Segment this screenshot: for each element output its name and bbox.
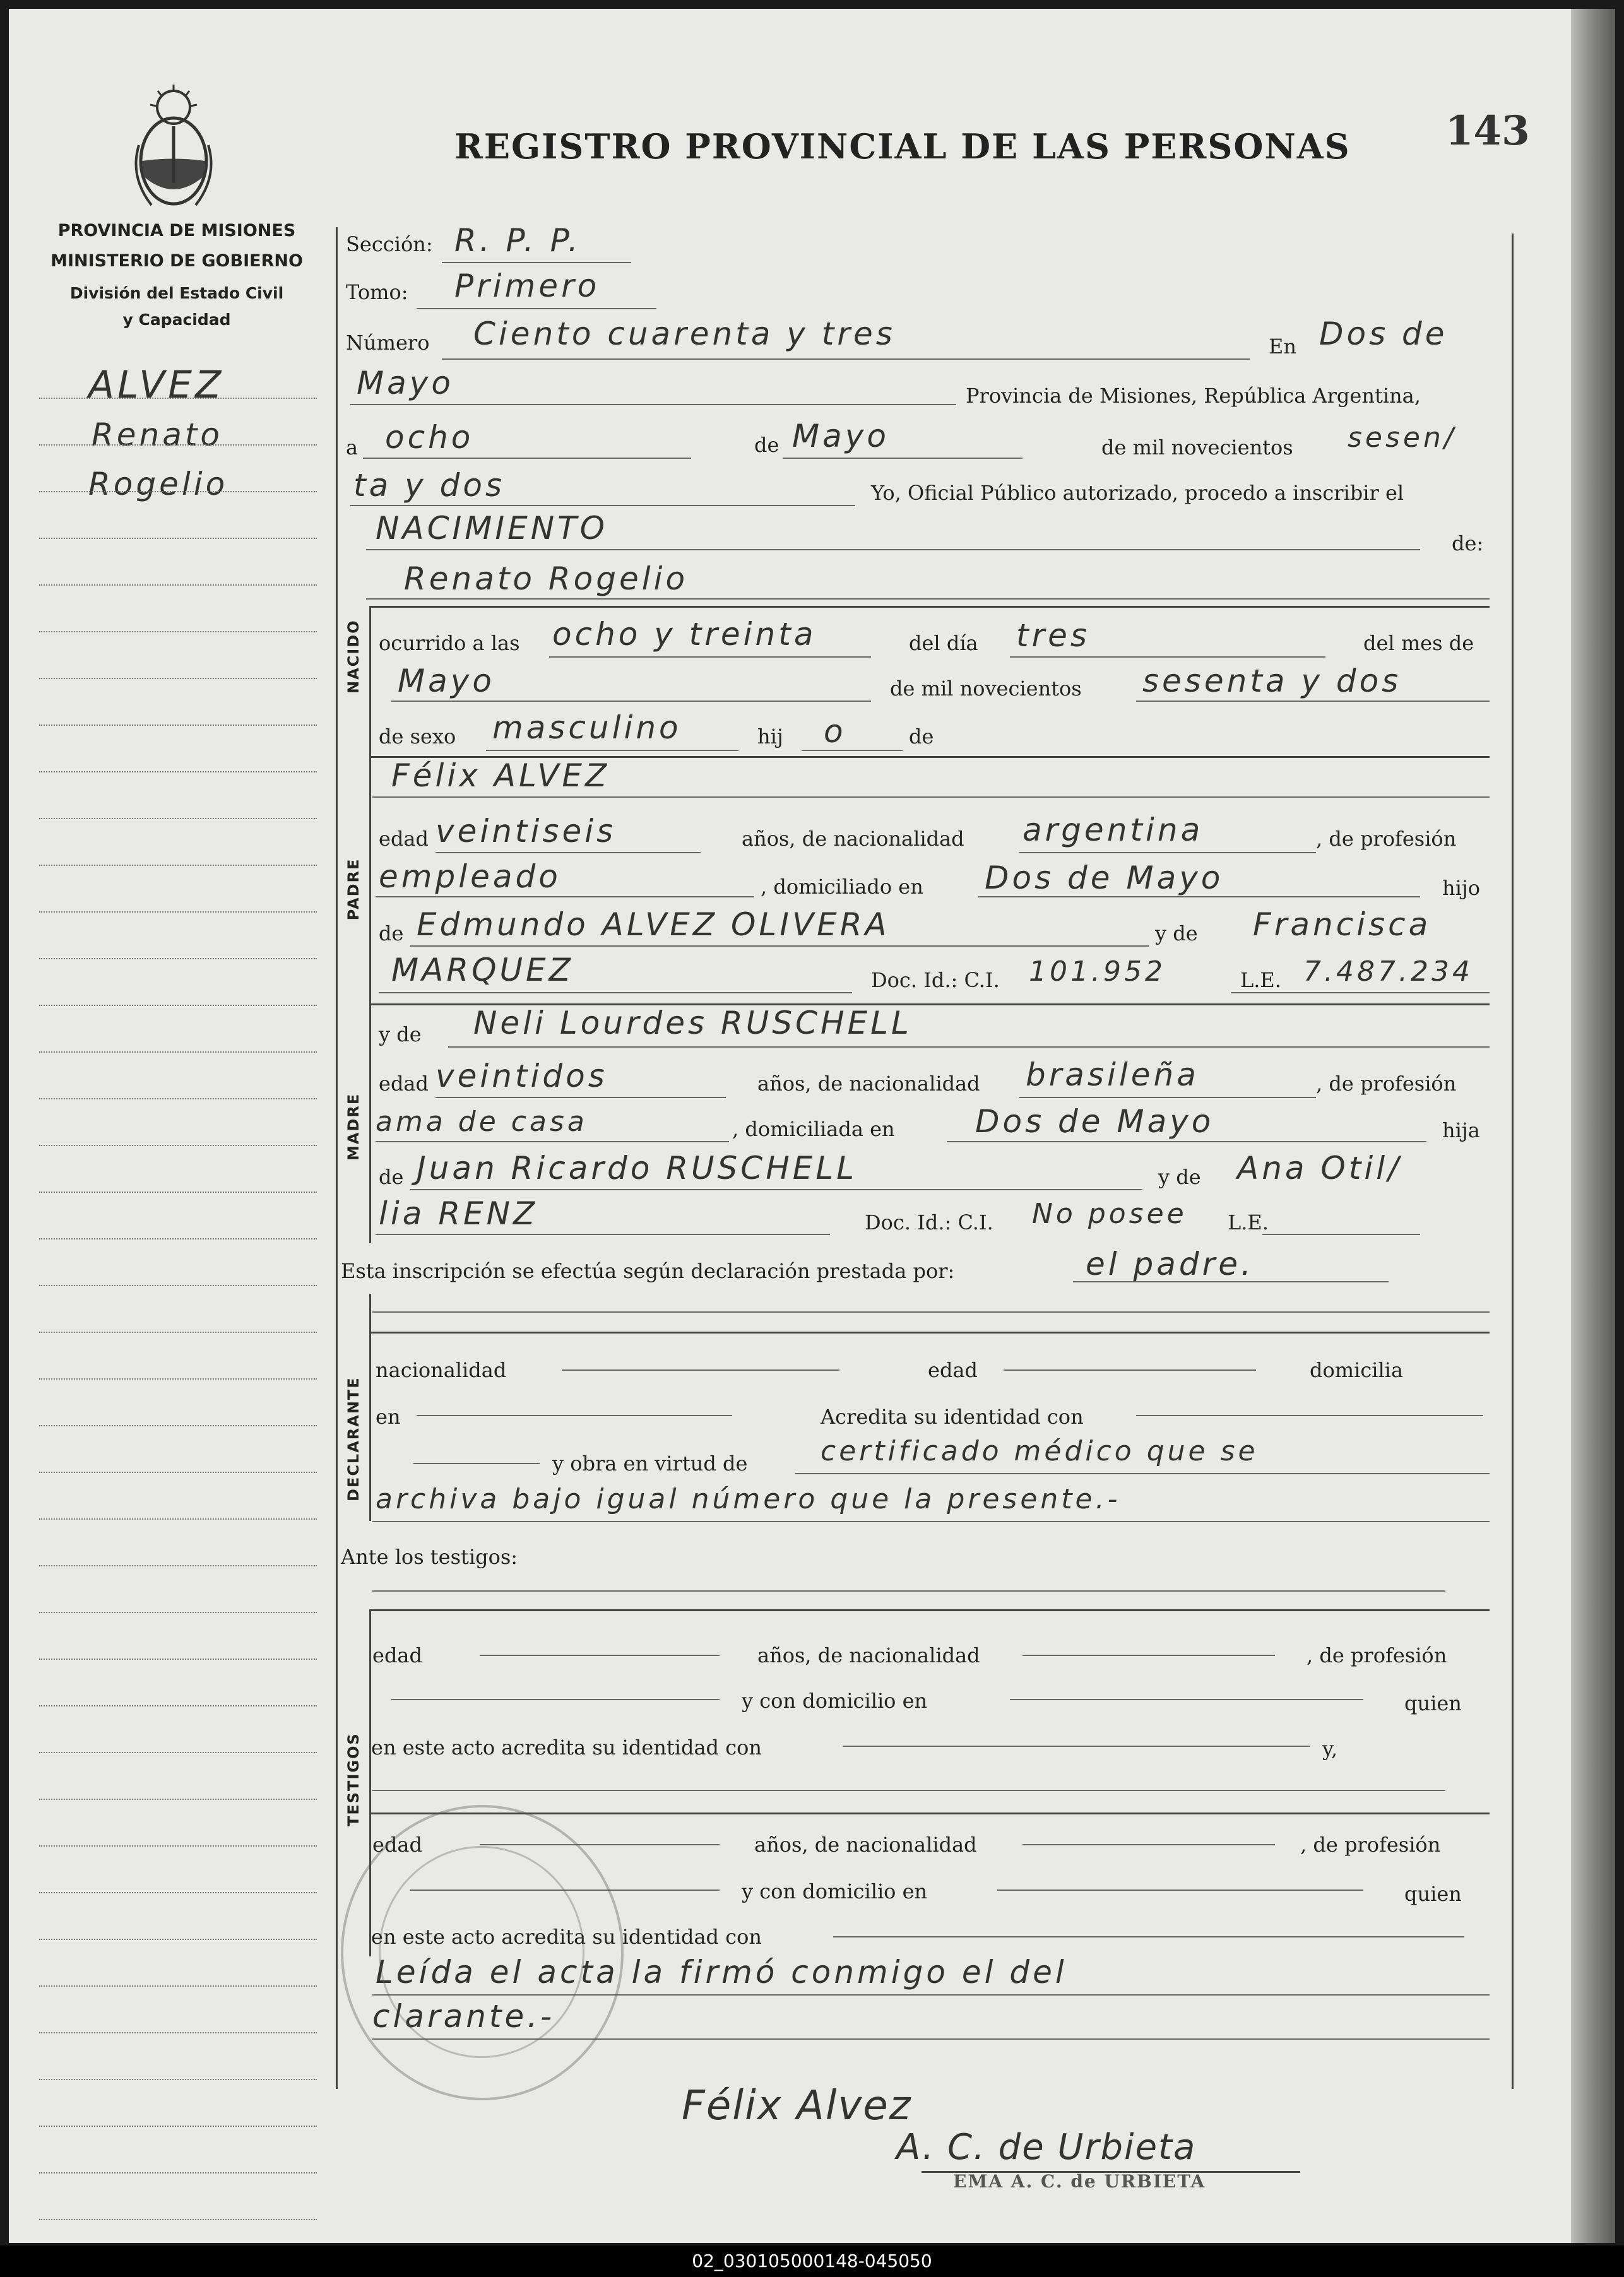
witness1-domicilio-label: y con domicilio en bbox=[742, 1689, 928, 1713]
father-domicile: Dos de Mayo bbox=[985, 860, 1224, 896]
father-profession: empleado bbox=[379, 858, 561, 895]
sidebar-rule bbox=[39, 1985, 317, 1987]
numero-value: Ciento cuarenta y tres bbox=[473, 316, 896, 352]
tomo-value: Primero bbox=[454, 268, 600, 304]
father-nationality: argentina bbox=[1022, 812, 1204, 848]
rule bbox=[1073, 1281, 1389, 1282]
section-divider bbox=[369, 1332, 1490, 1334]
father-de-label: de bbox=[379, 921, 404, 945]
birth-mil-label: de mil novecientos bbox=[890, 677, 1082, 701]
declarante-obra-value-2: archiva bajo igual número que la presente.- bbox=[376, 1483, 1121, 1515]
sidebar-rule bbox=[39, 538, 317, 539]
signature-stamp-text: EMA A. C. de URBIETA bbox=[953, 2171, 1206, 2192]
sidebar-rule bbox=[39, 1332, 317, 1333]
document-id: 02_030105000148-045050 bbox=[692, 2250, 932, 2271]
rule bbox=[947, 1141, 1426, 1142]
sidebar-ministry: MINISTERIO DE GOBIERNO bbox=[50, 251, 303, 271]
date-month-value: Mayo bbox=[792, 418, 889, 454]
sidebar-rule bbox=[39, 584, 317, 586]
rule bbox=[1019, 1097, 1316, 1098]
book-spine bbox=[1571, 9, 1615, 2243]
father-doc-label: Doc. Id.: C.I. bbox=[871, 968, 1000, 992]
en-value: Dos de bbox=[1319, 316, 1448, 352]
mother-le-label: L.E. bbox=[1228, 1210, 1269, 1234]
birth-year-value: sesenta y dos bbox=[1142, 663, 1402, 699]
witness2-edad-label: edad bbox=[372, 1833, 422, 1857]
sidebar-rule bbox=[39, 1285, 317, 1286]
declarante-nacionalidad-label: nacionalidad bbox=[376, 1358, 507, 1382]
rule bbox=[486, 750, 738, 751]
coat-of-arms-icon bbox=[126, 82, 221, 215]
sidebar-rule bbox=[39, 1705, 317, 1706]
rule bbox=[376, 896, 754, 897]
witness1-profesion-label: , de profesión bbox=[1307, 1643, 1447, 1667]
declarante-obra-value-1: certificado médico que se bbox=[821, 1435, 1259, 1467]
section-divider bbox=[369, 606, 1490, 608]
sidebar-division: División del Estado Civil bbox=[69, 284, 284, 302]
sidebar-rule bbox=[39, 1939, 317, 1940]
date-day-value: ocho bbox=[385, 419, 474, 456]
sidebar-rule bbox=[39, 2219, 317, 2220]
date-a-label: a bbox=[346, 435, 359, 459]
mother-name: Neli Lourdes RUSCHELL bbox=[473, 1005, 912, 1041]
section-divider bbox=[369, 1609, 1490, 1611]
father-le-value: 7.487.234 bbox=[1303, 955, 1473, 988]
sidebar-rule bbox=[39, 2172, 317, 2174]
declarante-domicilia-label: domicilia bbox=[1310, 1358, 1404, 1382]
witness1-anos-label: años, de nacionalidad bbox=[757, 1643, 980, 1667]
rule bbox=[1010, 1699, 1363, 1700]
de-colon-label: de: bbox=[1452, 531, 1484, 555]
sidebar-rule bbox=[39, 1005, 317, 1006]
rule bbox=[1231, 992, 1490, 993]
mother-profession: ama de casa bbox=[376, 1106, 588, 1138]
sidebar-rule bbox=[39, 1472, 317, 1473]
section-divider bbox=[369, 1813, 1490, 1814]
mother-hija-label: hija bbox=[1442, 1118, 1480, 1142]
mother-nationality: brasileña bbox=[1026, 1056, 1199, 1093]
rule bbox=[436, 852, 701, 853]
sidebar-rule bbox=[39, 1799, 317, 1800]
mother-edad-value: veintidos bbox=[436, 1058, 608, 1094]
mother-domicile: Dos de Mayo bbox=[975, 1103, 1214, 1140]
rule bbox=[562, 1369, 839, 1371]
label-madre: MADRE bbox=[345, 1092, 362, 1161]
sidebar-rule bbox=[39, 771, 317, 772]
date-de-label: de bbox=[754, 433, 779, 457]
sidebar-rule bbox=[39, 444, 317, 446]
label-declarante: DECLARANTE bbox=[345, 1376, 362, 1501]
sidebar-rule bbox=[39, 818, 317, 819]
mother-anos-label: años, de nacionalidad bbox=[757, 1072, 980, 1096]
frame-right-line bbox=[1512, 234, 1514, 2089]
rule bbox=[372, 796, 1490, 798]
rule bbox=[376, 1141, 729, 1142]
rule bbox=[783, 458, 1022, 459]
sidebar-rule bbox=[39, 1518, 317, 1520]
sidebar-rule bbox=[39, 1565, 317, 1566]
rule bbox=[843, 1746, 1310, 1747]
nacido-de-label: de bbox=[909, 724, 934, 748]
rule bbox=[436, 1097, 726, 1098]
del-dia-label: del día bbox=[909, 631, 978, 655]
declarante-edad-label: edad bbox=[928, 1358, 978, 1382]
sidebar-rule bbox=[39, 1378, 317, 1380]
mother-y-de-label-2: y de bbox=[1158, 1165, 1201, 1189]
rule bbox=[363, 458, 691, 459]
sexo-value: masculino bbox=[492, 709, 682, 746]
sidebar-rule bbox=[39, 1098, 317, 1099]
sidebar-rule bbox=[39, 2079, 317, 2080]
rule bbox=[372, 1590, 1445, 1592]
rule bbox=[997, 1890, 1363, 1891]
rule bbox=[978, 896, 1420, 897]
sidebar-rule bbox=[39, 1238, 317, 1239]
rule bbox=[1010, 656, 1325, 658]
rule bbox=[1022, 1655, 1275, 1656]
rule bbox=[480, 1655, 720, 1656]
father-y-de-label: y de bbox=[1155, 921, 1198, 945]
rule bbox=[350, 404, 956, 405]
sidebar-rule bbox=[39, 1752, 317, 1753]
rule bbox=[350, 505, 855, 506]
rule bbox=[417, 1415, 732, 1416]
section-inner-line bbox=[369, 606, 371, 1243]
father-domiciliado-label: , domiciliado en bbox=[761, 875, 923, 899]
time-value: ocho y treinta bbox=[552, 616, 817, 653]
witness1-acredita-label: en este acto acredita su identidad con bbox=[371, 1736, 762, 1760]
province-text: Provincia de Misiones, República Argentina, bbox=[966, 384, 1421, 408]
birth-day-value: tres bbox=[1016, 617, 1090, 654]
witness2-quien-label: quien bbox=[1404, 1882, 1462, 1906]
declarante-intro-value: el padre. bbox=[1086, 1246, 1254, 1282]
rule bbox=[391, 1699, 720, 1700]
rule bbox=[1136, 1415, 1483, 1416]
sidebar-division-2: y Capacidad bbox=[122, 310, 231, 329]
sidebar-given-name-1: Renato bbox=[92, 417, 223, 453]
rule bbox=[372, 1311, 1490, 1313]
mother-of-mother-1: Ana Otil/ bbox=[1237, 1150, 1402, 1186]
mother-of-father-1: Francisca bbox=[1253, 906, 1431, 943]
sidebar-rule bbox=[39, 958, 317, 959]
official-seal-inner bbox=[379, 1846, 584, 2058]
signature-official: A. C. de Urbieta bbox=[896, 2127, 1197, 2168]
mother-domiciliada-label: , domiciliada en bbox=[732, 1117, 895, 1141]
sidebar-rule bbox=[39, 1192, 317, 1193]
sidebar-rule bbox=[39, 1425, 317, 1426]
sidebar-rule bbox=[39, 865, 317, 866]
witness2-domicilio-label: y con domicilio en bbox=[742, 1879, 928, 1903]
numero-label: Número bbox=[346, 331, 430, 355]
signature-father: Félix Alvez bbox=[682, 2083, 912, 2129]
ocurrido-label: ocurrido a las bbox=[379, 631, 520, 655]
rule bbox=[366, 598, 1490, 600]
sexo-label: de sexo bbox=[379, 724, 456, 748]
rule bbox=[391, 701, 871, 702]
sidebar-rule bbox=[39, 678, 317, 679]
rule bbox=[376, 1234, 830, 1235]
mother-edad-label: edad bbox=[379, 1072, 429, 1096]
child-name: Renato Rogelio bbox=[404, 560, 689, 597]
sidebar-rule bbox=[39, 2126, 317, 2127]
rule bbox=[442, 358, 1250, 360]
witness2-acredita-label: en este acto acredita su identidad con bbox=[371, 1925, 762, 1949]
del-mes-label: del mes de bbox=[1363, 631, 1474, 655]
sidebar-rule bbox=[39, 1845, 317, 1847]
rule bbox=[410, 945, 1149, 947]
sidebar-rule bbox=[39, 724, 317, 726]
year-value-1: sesen/ bbox=[1348, 422, 1457, 454]
rule bbox=[549, 656, 871, 658]
mil-novecientos-label: de mil novecientos bbox=[1101, 435, 1293, 459]
declarante-intro: Esta inscripción se efectúa según declaración prestada por: bbox=[341, 1259, 955, 1283]
en-label: En bbox=[1269, 334, 1296, 358]
father-doc-value: 101.952 bbox=[1029, 955, 1166, 988]
frame-left-line bbox=[336, 227, 338, 2089]
sidebar-province: PROVINCIA DE MISIONES bbox=[57, 221, 296, 240]
rule bbox=[1262, 1234, 1420, 1235]
label-nacido: NACIDO bbox=[345, 619, 362, 694]
mother-doc-label: Doc. Id.: C.I. bbox=[865, 1210, 993, 1234]
hij-label: hij bbox=[757, 724, 783, 748]
witness1-y-label: y, bbox=[1322, 1737, 1337, 1761]
mother-profesion-label: , de profesión bbox=[1316, 1072, 1457, 1096]
mother-of-father-2: MARQUEZ bbox=[391, 952, 574, 988]
closing-text-2: clarante.- bbox=[372, 1998, 555, 2035]
testigos-intro: Ante los testigos: bbox=[341, 1545, 518, 1569]
sidebar-rule bbox=[39, 1612, 317, 1613]
mother-y-de-label: y de bbox=[379, 1022, 422, 1046]
rule bbox=[795, 1473, 1490, 1474]
sidebar-rule bbox=[39, 491, 317, 492]
rule bbox=[833, 1936, 1464, 1937]
declarante-acredita-label: Acredita su identidad con bbox=[821, 1405, 1084, 1429]
yo-text: Yo, Oficial Público autorizado, procedo a inscribir el bbox=[871, 481, 1404, 505]
sidebar-rule bbox=[39, 631, 317, 632]
hij-value: o bbox=[824, 713, 846, 750]
father-of-mother: Juan Ricardo RUSCHELL bbox=[417, 1150, 858, 1186]
rule bbox=[448, 1046, 1490, 1048]
father-of-father: Edmundo ALVEZ OLIVERA bbox=[417, 906, 890, 943]
birth-month-value: Mayo bbox=[398, 663, 495, 699]
rule bbox=[366, 549, 1420, 550]
rule bbox=[410, 1189, 1142, 1190]
label-testigos: TESTIGOS bbox=[345, 1732, 362, 1826]
tomo-label: Tomo: bbox=[346, 280, 408, 304]
mother-of-mother-2: lia RENZ bbox=[379, 1195, 538, 1232]
rule bbox=[442, 262, 631, 263]
page-title: REGISTRO PROVINCIAL DE LAS PERSONAS bbox=[454, 126, 1351, 167]
father-edad-label: edad bbox=[379, 827, 429, 851]
sidebar-rule bbox=[39, 2032, 317, 2033]
declarante-inner-line bbox=[369, 1294, 371, 1521]
witness1-edad-label: edad bbox=[372, 1643, 422, 1667]
place-continuation: Mayo bbox=[357, 365, 454, 401]
witness2-anos-label: años, de nacionalidad bbox=[754, 1833, 977, 1857]
seccion-label: Sección: bbox=[346, 232, 433, 256]
sidebar-rule bbox=[39, 1145, 317, 1146]
sidebar-rule bbox=[39, 398, 317, 399]
rule bbox=[802, 750, 903, 751]
father-profesion-label: , de profesión bbox=[1316, 827, 1457, 851]
year-value-2: ta y dos bbox=[353, 467, 505, 504]
rule bbox=[1004, 1369, 1256, 1371]
sidebar-rule bbox=[39, 911, 317, 913]
rule bbox=[372, 1790, 1445, 1791]
label-padre: PADRE bbox=[345, 858, 362, 921]
mother-doc-value: No posee bbox=[1032, 1198, 1187, 1230]
rule bbox=[413, 1463, 540, 1464]
sidebar-rule bbox=[39, 1659, 317, 1660]
rule bbox=[372, 1521, 1490, 1522]
rule bbox=[379, 992, 852, 993]
page-number: 143 bbox=[1445, 107, 1530, 155]
father-anos-label: años, de nacionalidad bbox=[742, 827, 964, 851]
act-type: NACIMIENTO bbox=[376, 510, 608, 547]
closing-text-1: Leída el acta la firmó conmigo el del bbox=[376, 1954, 1067, 1990]
sidebar-rule bbox=[39, 1051, 317, 1053]
rule bbox=[417, 308, 656, 309]
declarante-en-label: en bbox=[376, 1405, 401, 1429]
father-hijo-label: hijo bbox=[1442, 876, 1481, 900]
witness1-quien-label: quien bbox=[1404, 1691, 1462, 1715]
father-name: Félix ALVEZ bbox=[391, 757, 610, 794]
witness2-profesion-label: , de profesión bbox=[1300, 1833, 1441, 1857]
rule bbox=[1019, 852, 1316, 853]
rule bbox=[1136, 701, 1490, 702]
seccion-value: R. P. P. bbox=[454, 222, 581, 259]
father-edad-value: veintiseis bbox=[436, 813, 617, 849]
declarante-obra-label: y obra en virtud de bbox=[552, 1452, 748, 1476]
sidebar-rule bbox=[39, 1892, 317, 1893]
mother-de-label: de bbox=[379, 1165, 404, 1189]
rule bbox=[1022, 1844, 1275, 1845]
sidebar-surname: ALVEZ bbox=[88, 363, 225, 407]
father-le-label: L.E. bbox=[1240, 968, 1281, 992]
sidebar-given-name-2: Rogelio bbox=[88, 466, 228, 502]
